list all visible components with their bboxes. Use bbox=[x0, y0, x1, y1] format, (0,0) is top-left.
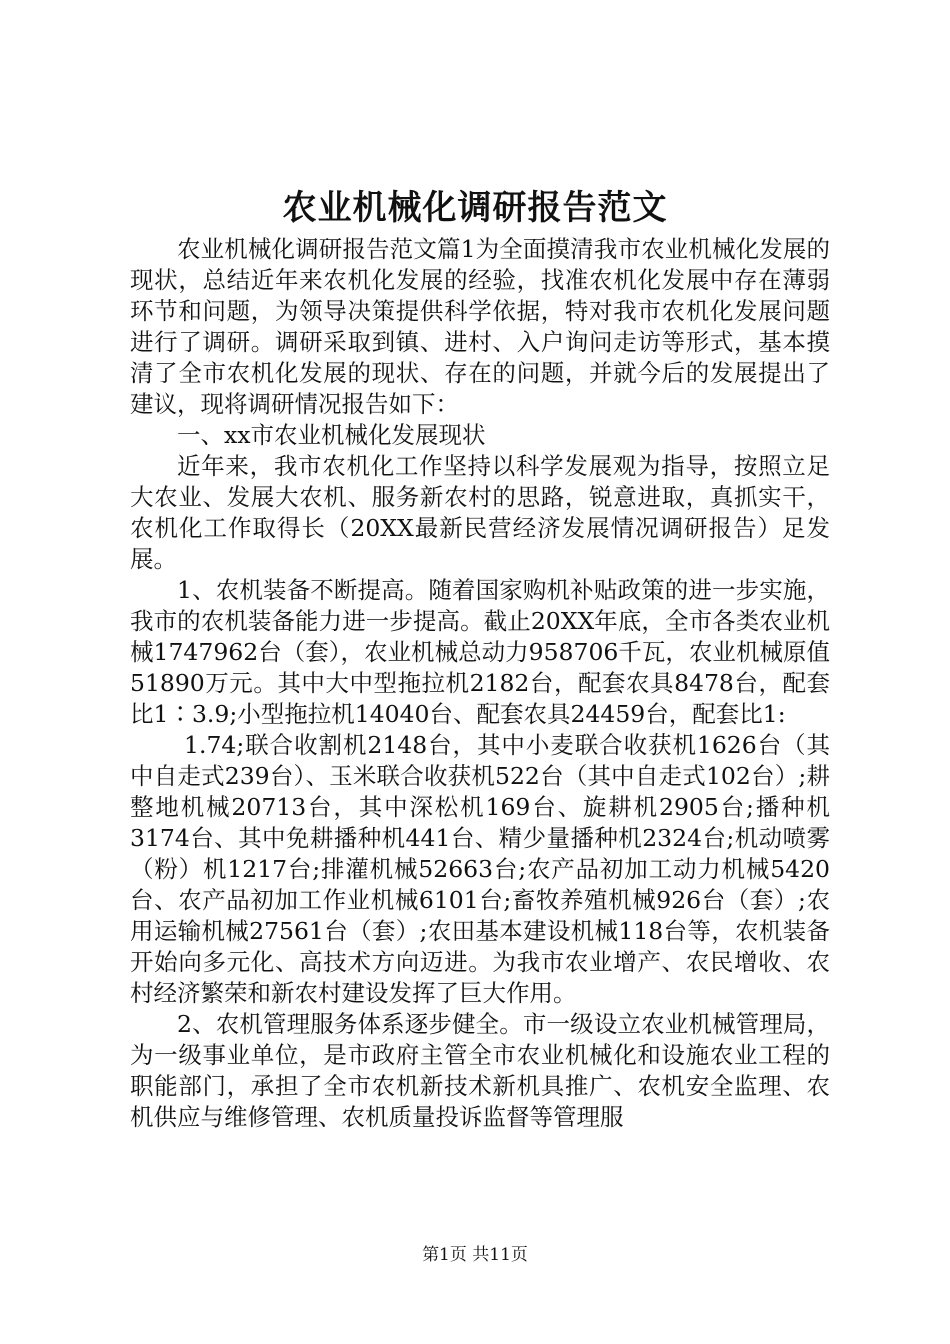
paragraph-management: 2、农机管理服务体系逐步健全。市一级设立农业机械管理局，为一级事业单位，是市政府主管全市农业机械化和设施农业工程的职能部门，承担了全市农机新技术新机具推广、农机安全监理、农机供应与维修管理、农机质量投诉监督等管理服 bbox=[130, 1010, 830, 1131]
paragraph-overview: 近年来，我市农机化工作坚持以科学发展观为指导，按照立足大农业、发展大农机、服务新农村的思路，锐意进取，真抓实干，农机化工作取得长（20XX最新民营经济发展情况调研报告）足发展。 bbox=[130, 452, 830, 573]
document-title: 农业机械化调研报告范文 bbox=[282, 188, 668, 228]
paragraph-equipment-continued: 1.74;联合收割机2148台，其中小麦联合收获机1626台（其中自走式239台）、玉米联合收获机522台（其中自走式102台）;耕整地机械20713台，其中深松机169台、旋耕机2905台;播种机3174台、其中免耕播种机441台、精少量播种机2324台;机动喷雾（粉）机1217台;排灌机械52663台;农产品初加工动力机械5420台、农产品初加工作业机械6101台;畜牧养殖机械926台（套）;农用运输机械27561台（套）;农田基本建设机械118台等，农机装备开始向多元化、高技术方向迈进。为我市农业增产、农民增收、农村经济繁荣和新农村建设发挥了巨大作用。 bbox=[130, 731, 830, 1007]
section-heading: 一、xx市农业机械化发展现状 bbox=[177, 421, 486, 449]
paragraph-intro: 农业机械化调研报告范文篇1为全面摸清我市农业机械化发展的现状，总结近年来农机化发展的经验，找准农机化发展中存在薄弱环节和问题，为领导决策提供科学依据，特对我市农机化发展问题进行了调研。调研采取到镇、进村、入户询问走访等形式，基本摸清了全市农机化发展的现状、存在的问题，并就今后的发展提出了建议，现将调研情况报告如下： bbox=[130, 235, 830, 418]
paragraph-equipment: 1、农机装备不断提高。随着国家购机补贴政策的进一步实施，我市的农机装备能力进一步提高。截止20XX年底，全市各类农业机械1747962台（套），农业机械总动力958706千瓦，农业机械原值51890万元。其中大中型拖拉机2182台，配套农具8478台，配套比1∶3.9;小型拖拉机14040台、配套农具24459台，配套比1: bbox=[130, 576, 830, 728]
page-footer: 第1页 共11页 bbox=[422, 1245, 528, 1265]
document-body bbox=[130, 234, 830, 1133]
